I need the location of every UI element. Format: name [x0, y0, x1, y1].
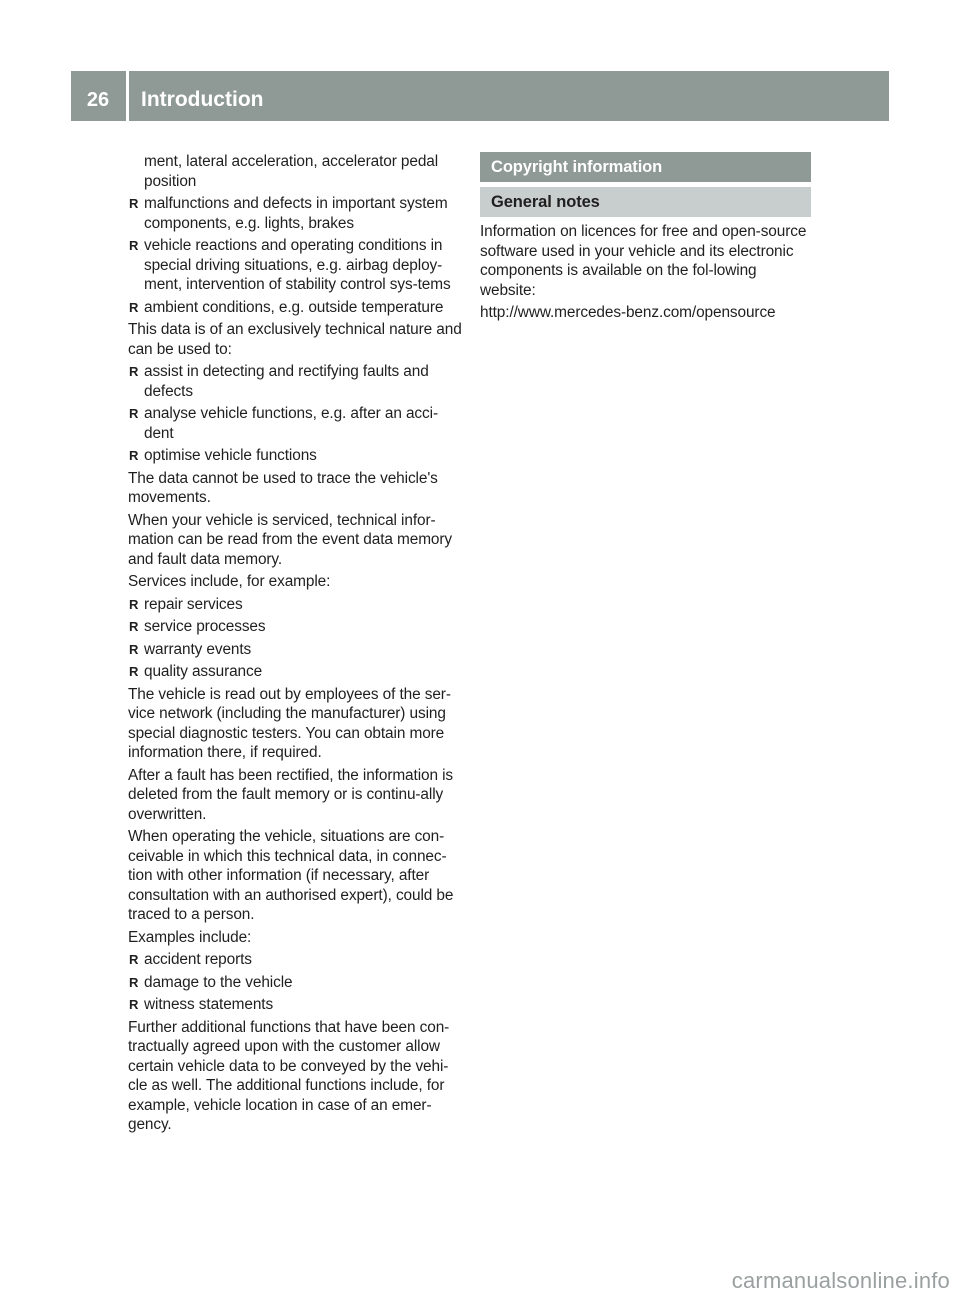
bullet-icon: R — [129, 406, 139, 421]
list-item: R repair services — [129, 595, 243, 613]
right-column — [480, 152, 811, 326]
list-item: R warranty events — [129, 640, 252, 658]
bullet-icon: R — [129, 952, 139, 967]
paragraph: The data cannot be used to trace the vehicle's movements. — [128, 469, 438, 506]
bullet-icon: R — [129, 196, 139, 211]
paragraph: Information on licences for free and open-source software used in your vehicle and its electronic components is available on the fol-lowing website: — [480, 223, 807, 299]
paragraph: Examples include: — [128, 928, 252, 946]
bullet-icon: R — [129, 641, 139, 657]
paragraph: When your vehicle is serviced, technical infor-mation can be read from the event data memory and fault data memory. — [128, 511, 453, 568]
bullet-icon: R — [129, 619, 139, 634]
page-header — [71, 71, 889, 121]
paragraph: When operating the vehicle, situations are con-ceivable in which this technical data, in connec-tion with other information (if necessary, after consultation with an authorised expert), could be traced to a person. — [128, 828, 454, 923]
bullet-list-recorded-data — [128, 194, 462, 317]
list-item: R assist in detecting and rectifying faults and defects — [129, 363, 429, 400]
bullet-list-uses — [128, 362, 462, 466]
left-column — [128, 152, 462, 1138]
page-number: 26 — [86, 89, 110, 111]
chapter-title: Introduction — [141, 88, 264, 111]
watermark: carmanualsonline.info — [731, 1268, 950, 1293]
paragraph: The vehicle is read out by employees of the ser-vice network (including the manufacturer) using special diagnostic testers. You can obtain more information there, if required. — [128, 685, 451, 761]
list-item: R accident reports — [129, 951, 252, 968]
paragraph: After a fault has been rectified, the information is deleted from the fault memory or is continu-ally overwritten. — [128, 766, 454, 823]
subsection-heading-general-notes: General notes — [480, 187, 811, 217]
bullet-icon: R — [129, 974, 139, 990]
section-heading-copyright: Copyright information — [480, 152, 811, 182]
list-item: R optimise vehicle functions — [129, 447, 317, 464]
bullet-icon: R — [129, 238, 139, 253]
continued-text: ment, lateral acceleration, accelerator pedal position — [144, 153, 439, 190]
bullet-icon: R — [129, 596, 139, 612]
opensource-url: http://www.mercedes-benz.com/opensource — [480, 304, 776, 321]
list-item: R analyse vehicle functions, e.g. after an acci-dent — [129, 405, 438, 442]
list-item: R damage to the vehicle — [129, 973, 293, 991]
bullet-icon: R — [129, 997, 139, 1012]
header-divider — [126, 71, 129, 121]
bullet-icon: R — [129, 664, 139, 679]
list-item: R witness statements — [129, 996, 274, 1013]
paragraph: Services include, for example: — [128, 573, 331, 590]
paragraph: This data is of an exclusively technical nature and can be used to: — [128, 321, 462, 358]
list-item: R ambient conditions, e.g. outside temperature — [129, 298, 444, 316]
list-item: R service processes — [129, 618, 266, 635]
bullet-icon: R — [129, 364, 139, 379]
list-item: R malfunctions and defects in important system components, e.g. lights, brakes — [129, 195, 448, 232]
paragraph: Further additional functions that have been con-tractually agreed upon with the customer allow certain vehicle data to be conveyed by the vehi-cle as well. The additional functions include, for example, vehicle location in case of an emer-gency. — [128, 1018, 450, 1133]
list-item: R quality assurance — [129, 663, 263, 680]
bullet-list-services — [128, 595, 462, 682]
list-item: R vehicle reactions and operating conditions in special driving situations, e.g. airbag deploy-ment, intervention of stability control sys-tems — [129, 237, 451, 293]
bullet-icon: R — [129, 448, 139, 463]
bullet-icon: R — [129, 299, 139, 315]
bullet-list-examples — [128, 950, 462, 1015]
